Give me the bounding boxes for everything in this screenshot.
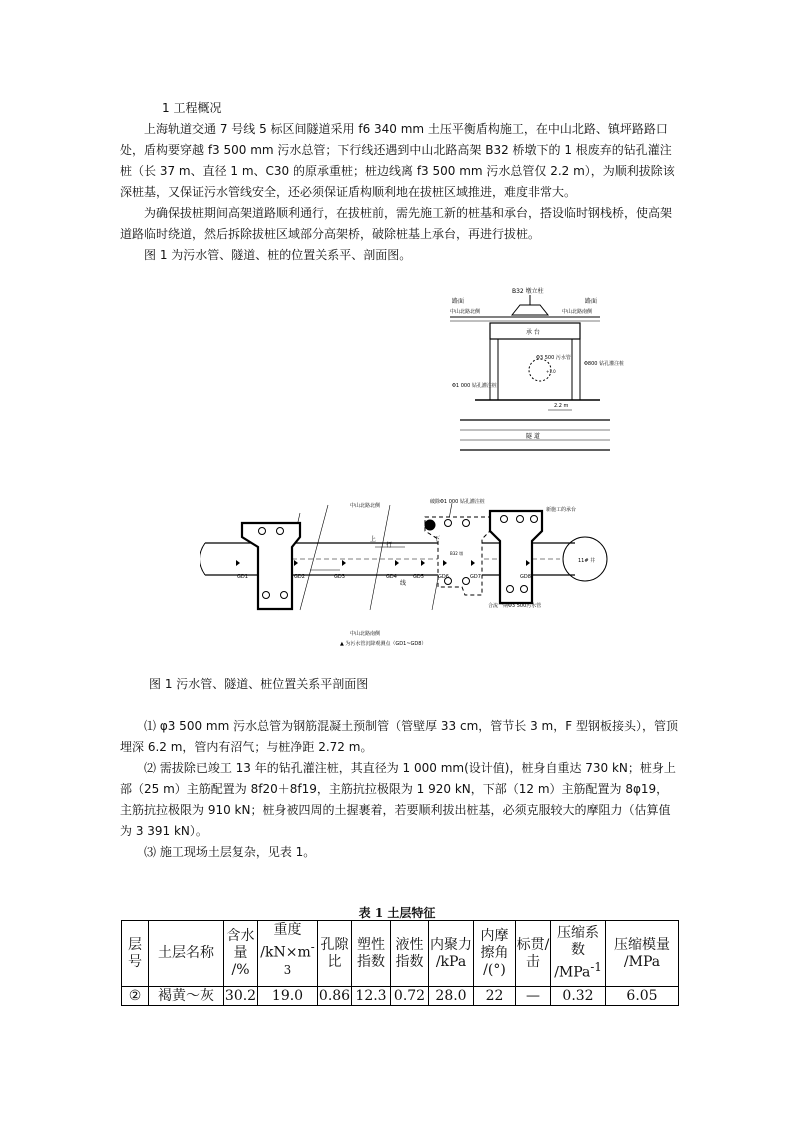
header-compression-modulus: 压缩模量 /MPa: [606, 921, 679, 987]
marker-label-gd3: GD3: [334, 574, 345, 580]
cell-spt: —: [516, 987, 551, 1006]
label-pier: B32 墩立柱: [512, 288, 544, 295]
paragraph-figure-ref: 图 1 为污水管、隧道、桩的位置关系平、剖面图。: [144, 248, 412, 262]
marker-label-gd4: GD4: [386, 574, 397, 580]
cross-section-diagram: [450, 295, 610, 450]
label-line-b: 线: [400, 580, 407, 587]
cell-water-content: 30.2: [224, 987, 257, 1004]
label-tunnel: 隧 道: [526, 433, 540, 440]
header-water-content: 含水量 /%: [224, 921, 258, 987]
label-road-right: 路面: [585, 298, 598, 305]
label-pier-b32: B32 墩: [450, 551, 464, 556]
cell-compression-modulus: 6.05: [606, 987, 679, 1006]
marker-label-gd2: GD2: [294, 574, 305, 580]
label-sewer-section: Φ3 500 污水管: [536, 355, 571, 361]
label-cap: 承 台: [526, 329, 540, 336]
label-line-a: 行: [386, 542, 393, 549]
cell-plasticity-index: 12.3: [352, 987, 391, 1006]
paragraph-procedure: 为确保拔桩期间高架道路顺利通行，在拔桩前，需先施工新的桩基和承台，搭设临时钢栈桥，使高架道路临时绕道，然后拆除拔桩区域部分高架桥，破除桩基上承台，再进行拔桩。: [120, 206, 673, 241]
label-pile-800: Φ800 钻孔灌注桩: [584, 361, 625, 367]
header-friction-angle: 内摩擦角 /(°): [474, 921, 516, 987]
marker-label-gd1: GD1: [237, 574, 248, 580]
marker-label-gd5: GD5: [413, 574, 424, 580]
label-road-left: 路面: [452, 298, 465, 305]
label-north-side-section: 中山北路北侧: [450, 309, 481, 315]
header-cohesion: 内聚力 /kPa: [429, 921, 474, 987]
plan-view-diagram: [200, 503, 607, 610]
cell-unit-weight: 19.0: [258, 987, 318, 1006]
cell-liquidity-index: 0.72: [391, 987, 429, 1006]
figure-legend: ▲ 为污水管沉降观测点（GD1~GD8）: [340, 641, 427, 647]
item-soil-layers: ⑶ 施工现场土层复杂，见表 1。: [144, 845, 316, 859]
label-south-side-plan: 中山北路南侧: [350, 631, 381, 637]
marker-label-gd7: GD7: [470, 574, 481, 580]
label-sewer-sub: +1.0: [546, 369, 556, 374]
marker-label-gd8: GD8: [520, 574, 531, 580]
header-liquidity-index: 液性指数: [391, 921, 429, 987]
table-row: [122, 987, 679, 1006]
position-relation-figure: [200, 285, 630, 655]
table-header-row: [122, 921, 679, 987]
item-pile-removal: ⑵ 需拔除已竣工 13 年的钻孔灌注桩，其直径为 1 000 mm(设计值)，桩身自重达 730 kN；桩身上部（25 m）主筋配置为 8f20＋8f19，主筋抗拉极限为 1 920 kN，下部（12 m）主筋配置为 8φ19，主筋抗拉极限为 910 kN；桩身被四周的土握裹着，若要顺利拔出桩基，必须克服较大的摩阻力（估算值为 3 391 kN）。: [120, 761, 676, 838]
soil-characteristics-table: [121, 920, 679, 1006]
header-soil-name: 土层名称: [149, 921, 224, 987]
header-compression-coefficient: 压缩系数 /MPa$^{-1}$: [551, 921, 606, 987]
label-south-side-section: 中山北路南侧: [562, 309, 593, 315]
label-distance: 2.2 m: [554, 403, 569, 409]
paragraph-overview: 上海轨道交通 7 号线 5 标区间隧道采用 f6 340 mm 土压平衡盾构施工，在中山北路、镇坪路路口处，盾构要穿越 f3 500 mm 污水总管；下行线还遇到中山北路高架 B32 桥墩下的 1 根废弃的钻孔灌注桩（长 37 m、直径 1 m、C30 的原承重桩；桩边线离 f3 500 mm 污水总管仅 2.2 m），为顺利拔除该深桩基，又保证污水管线安全，还必须保证盾构顺利地在拔桩区域推进，难度非常大。: [120, 122, 675, 199]
header-unit-weight: 重度 $/kN\times m^{-3}$: [258, 921, 318, 987]
cell-void-ratio: 0.86: [318, 987, 351, 1004]
table-title: 表 1 土层特征: [358, 906, 436, 920]
cell-friction-angle: 22: [474, 987, 516, 1006]
label-new-cap: 新施工的承台: [546, 507, 577, 513]
header-plasticity-index: 塑性指数: [352, 921, 391, 987]
label-pile-1000: Φ1 000 钻孔灌注桩: [452, 383, 497, 389]
figure-caption: 图 1 污水管、隧道、桩位置关系平剖面图: [149, 677, 369, 691]
label-sewer-plan: 合流一期Φ3 500污水管: [488, 603, 542, 609]
cell-compression-coefficient: 0.32: [551, 987, 606, 1006]
cell-soil-name: 褐黄～灰: [149, 987, 224, 1006]
header-void-ratio: 孔隙比: [318, 921, 352, 987]
header-layer-no: 层号: [122, 921, 149, 987]
item-sewer-pipe: ⑴ φ3 500 mm 污水总管为钢筋混凝土预制管（管壁厚 33 cm，管节长 3 m，F 型钢板接头），管顶埋深 6.2 m，管内有沼气；与桩净距 2.72 m。: [120, 719, 678, 754]
label-up-track: 上: [370, 536, 377, 543]
cell-layer-no: ②: [122, 987, 149, 1006]
section-heading: 1 工程概况: [162, 101, 222, 115]
label-down-track: 下: [434, 536, 441, 543]
header-spt: 标贯/击: [516, 921, 551, 987]
marker-label-gd6: GD6: [438, 574, 449, 580]
label-removed-pile: 破除Φ1 000 钻孔灌注桩: [430, 499, 485, 505]
label-well: 11# 井: [578, 558, 596, 564]
cell-cohesion: 28.0: [429, 987, 474, 1006]
label-north-side-plan: 中山北路北侧: [350, 503, 381, 509]
